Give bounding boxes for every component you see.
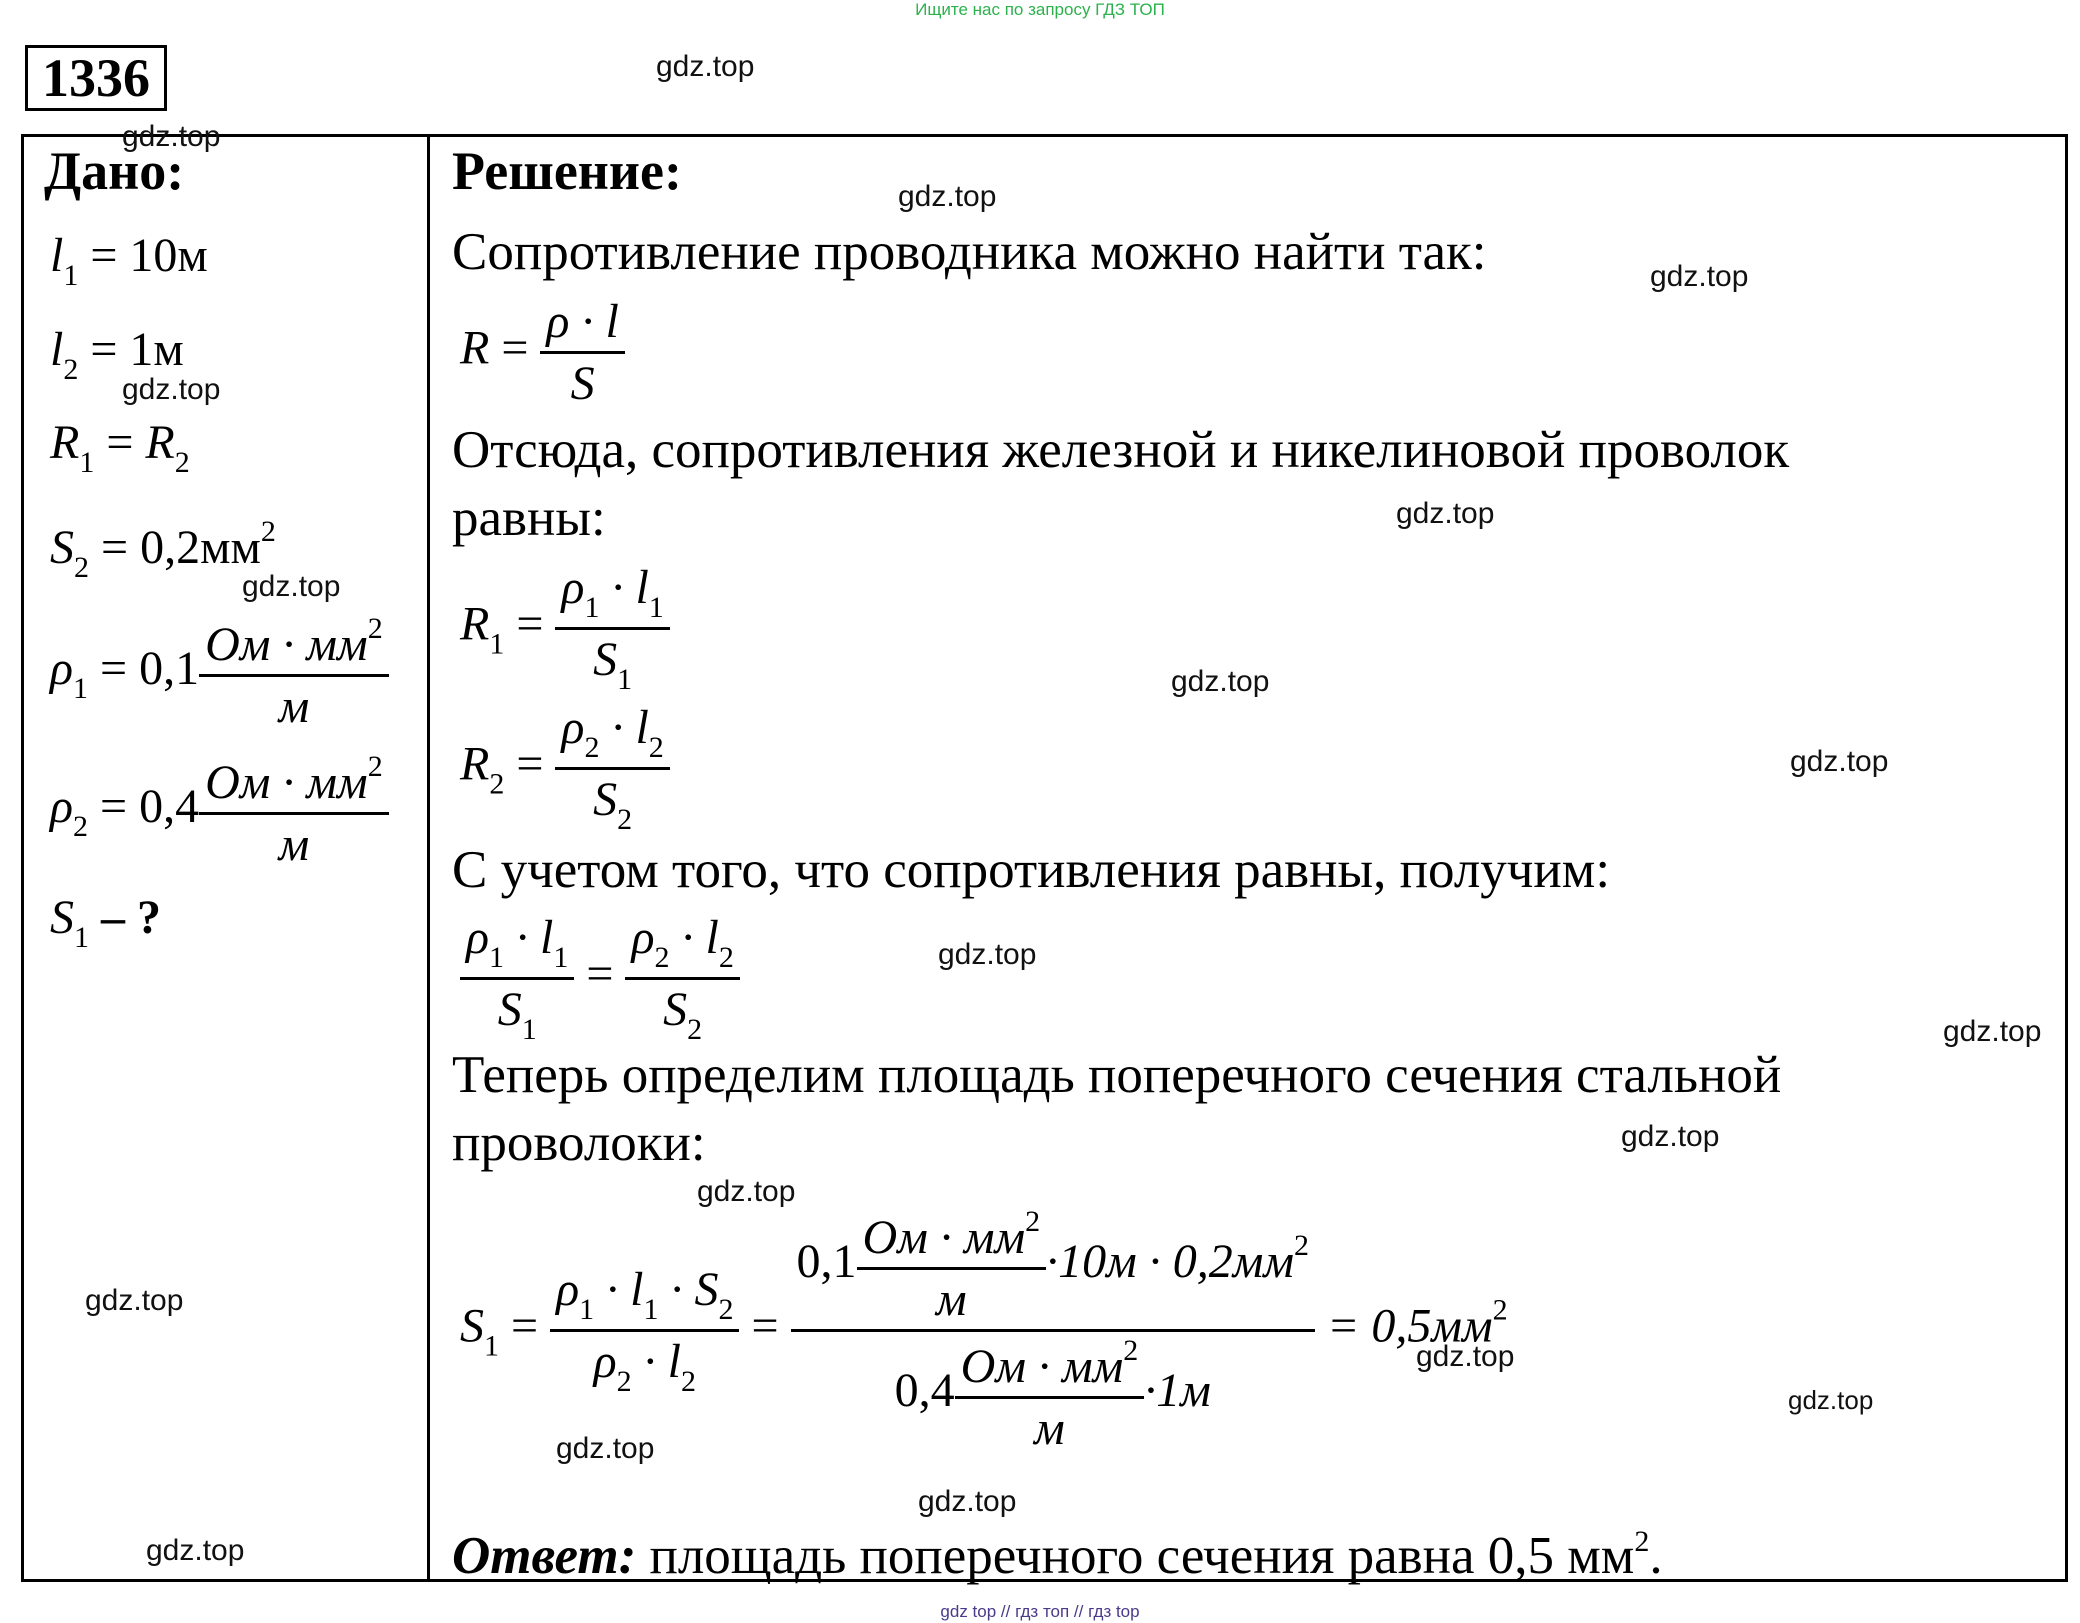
footer-links: gdz top // гдз топ // гдз top xyxy=(940,1602,1140,1621)
watermark: gdz.top xyxy=(1621,1120,1720,1153)
watermark: gdz.top xyxy=(122,120,221,153)
given-rho2: $\rho_2 = 0,4$ $\frac{Ом \cdot мм^2}{м}$ xyxy=(50,750,389,872)
formula-resistance: R = $\frac{\rho \cdot l}{S}$ xyxy=(460,294,625,411)
watermark: gdz.top xyxy=(918,1485,1017,1518)
solution-paragraph: Отсюда, сопротивления железной и никелиновой проволок xyxy=(452,421,1790,479)
given-l2: $l_2 = 1м$ xyxy=(50,323,184,386)
given-unknown: $S_1$ – ? xyxy=(50,891,161,954)
watermark: gdz.top xyxy=(146,1534,245,1567)
answer-line: Ответ: площадь поперечного сечения равна 0,5 $мм^2$. xyxy=(452,1525,1663,1585)
watermark: gdz.top xyxy=(1943,1015,2042,1048)
watermark: gdz.top xyxy=(656,50,755,83)
solution-paragraph: С учетом того, что сопротивления равны, получим: xyxy=(452,841,1611,899)
watermark: gdz.top xyxy=(122,373,221,406)
formula-equality: $\frac{\rho_1 \cdot l_1}{S_1}$ = $\frac{\rho_2 \cdot l_2}{S_2}$ xyxy=(460,910,740,1047)
watermark: gdz.top xyxy=(1396,497,1495,530)
answer-text: площадь поперечного сечения равна 0,5 мм xyxy=(649,1527,1635,1585)
watermark: gdz.top xyxy=(1650,260,1749,293)
given-rho1: $\rho_1 = 0,1$ $\frac{Ом \cdot мм^2}{м}$ xyxy=(50,612,389,734)
formula-calculation: $S_1$ = $\frac{\rho_1 \cdot l_1 \cdot S_2}{\rho_2 \cdot l_2}$ = 0,1 $\frac{Ом \cdot мм^2}{м}$ $\cdot 10м \cdot 0,2мм^2$ 0,4 $\frac{Ом \cdot мм^2}{м}$ ·1м = $0,5мм^2$ xyxy=(460,1205,1508,1455)
given-l1: $l_1 = 10м$ xyxy=(50,229,208,292)
top-banner: Ищите нас по запросу ГДЗ ТОП xyxy=(915,0,1165,19)
watermark: gdz.top xyxy=(898,180,997,213)
watermark: gdz.top xyxy=(1788,1385,1874,1415)
watermark: gdz.top xyxy=(85,1284,184,1317)
watermark: gdz.top xyxy=(1790,745,1889,778)
given-heading: Дано: xyxy=(44,141,185,201)
solution-paragraph: равны: xyxy=(452,489,606,547)
formula-r2: $R_2$ = $\frac{\rho_2 \cdot l_2}{S_2}$ xyxy=(460,700,670,837)
column-divider xyxy=(427,134,430,1582)
formula-r1: $R_1$ = $\frac{\rho_1 \cdot l_1}{S_1}$ xyxy=(460,560,670,697)
watermark: gdz.top xyxy=(1416,1340,1515,1373)
watermark: gdz.top xyxy=(697,1175,796,1208)
solution-heading: Решение: xyxy=(452,141,682,201)
answer-label: Ответ: xyxy=(452,1527,637,1585)
solution-paragraph: Теперь определим площадь поперечного сечения стальной xyxy=(452,1046,1782,1104)
solution-paragraph: Сопротивление проводника можно найти так: xyxy=(452,223,1487,281)
watermark: gdz.top xyxy=(938,938,1037,971)
given-r-equal: $R_1 = R_2$ xyxy=(50,416,190,479)
watermark: gdz.top xyxy=(1171,665,1270,698)
given-s2: $S_2 = 0,2мм^2$ xyxy=(50,515,276,584)
problem-number: 1336 xyxy=(25,45,167,111)
solution-paragraph: проволоки: xyxy=(452,1114,706,1172)
watermark: gdz.top xyxy=(556,1432,655,1465)
watermark: gdz.top xyxy=(242,570,341,603)
